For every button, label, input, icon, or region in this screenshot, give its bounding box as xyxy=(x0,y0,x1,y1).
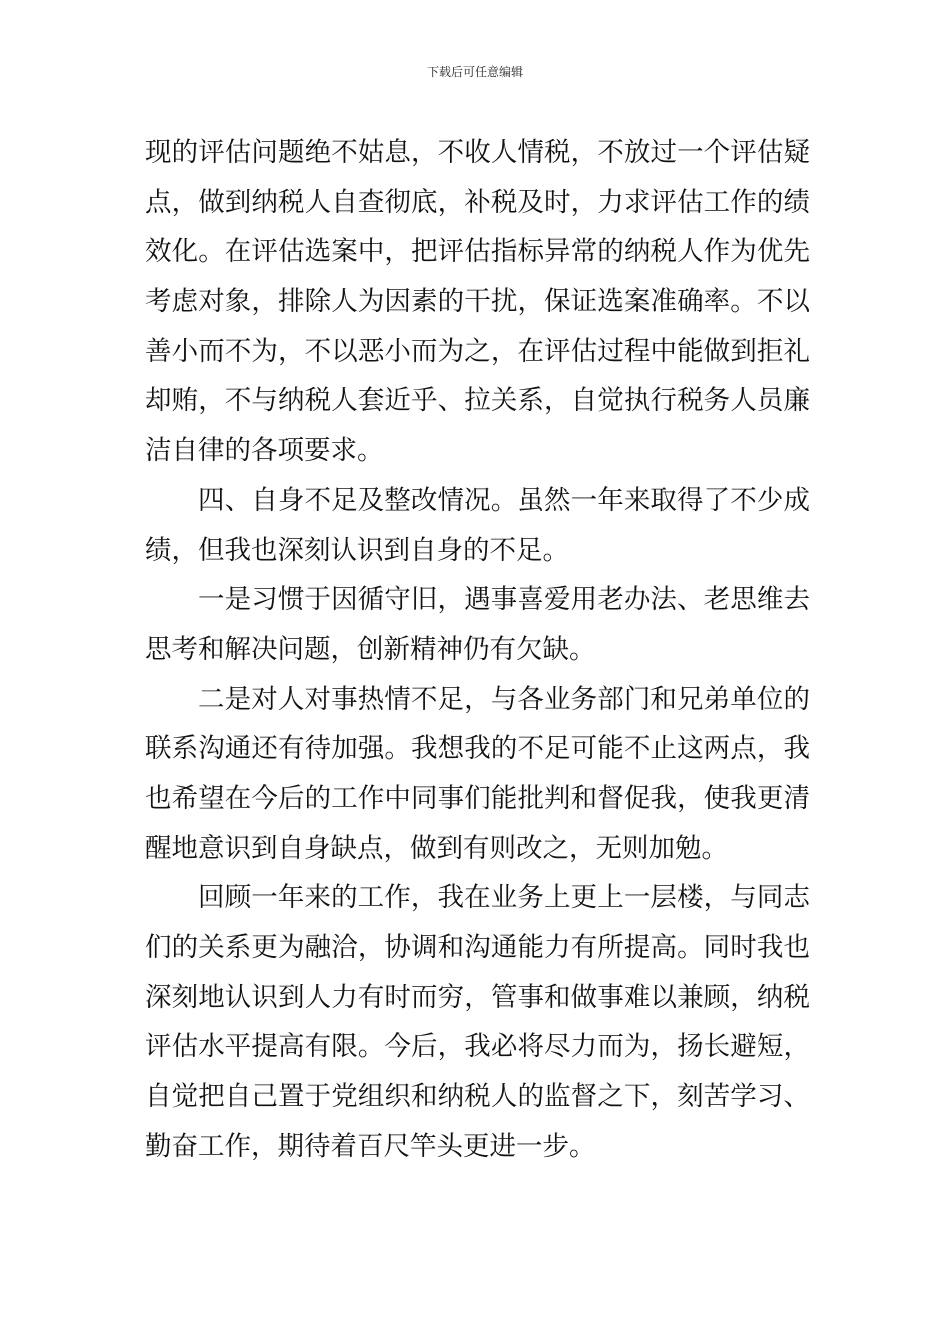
text-line: 们的关系更为融洽，协调和沟通能力有所提高。同时我也 xyxy=(145,932,810,963)
text-line: 二是对人对事热情不足，与各业务部门和兄弟单位的 xyxy=(198,683,810,715)
text-line: 效化。在评估选案中，把评估指标异常的纳税人作为优先 xyxy=(145,236,810,268)
text-line: 绩，但我也深刻认识到自身的不足。 xyxy=(145,534,569,566)
text-line: 考虑对象，排除人为因素的干扰，保证选案准确率。不以 xyxy=(145,286,810,318)
text-line: 洁自律的各项要求。 xyxy=(145,435,384,467)
text-line: 回顾一年来的工作，我在业务上更上一层楼，与同志 xyxy=(198,882,810,914)
text-line: 点，做到纳税人自查彻底，补税及时，力求评估工作的绩 xyxy=(145,186,810,218)
text-line: 善小而不为，不以恶小而为之，在评估过程中能做到拒礼 xyxy=(145,335,810,367)
document-body xyxy=(145,128,810,1171)
text-line: 一是习惯于因循守旧，遇事喜爱用老办法、老思维去 xyxy=(198,584,810,616)
text-line: 也希望在今后的工作中同事们能批判和督促我，使我更清 xyxy=(145,782,810,814)
text-line: 醒地意识到自身缺点，做到有则改之，无则加勉。 xyxy=(145,832,728,864)
text-line: 深刻地认识到人力有时而穷，管事和做事难以兼顾，纳税 xyxy=(145,981,810,1013)
text-line: 却贿，不与纳税人套近乎、拉关系，自觉执行税务人员廉 xyxy=(145,385,810,417)
text-line: 自觉把自己置于党组织和纳税人的监督之下，刻苦学习、 xyxy=(145,1081,810,1113)
page-header: 下载后可任意编辑 xyxy=(426,65,523,79)
text-line: 思考和解决问题，创新精神仍有欠缺。 xyxy=(145,633,596,665)
text-line: 现的评估问题绝不姑息，不收人情税，不放过一个评估疑 xyxy=(145,137,810,168)
text-line: 评估水平提高有限。今后，我必将尽力而为，扬长避短， xyxy=(145,1031,810,1063)
text-line: 勤奋工作，期待着百尺竿头更进一步。 xyxy=(145,1130,596,1162)
text-line: 联系沟通还有待加强。我想我的不足可能不止这两点，我 xyxy=(145,733,810,765)
text-line: 四、自身不足及整改情况。虽然一年来取得了不少成 xyxy=(198,484,810,516)
